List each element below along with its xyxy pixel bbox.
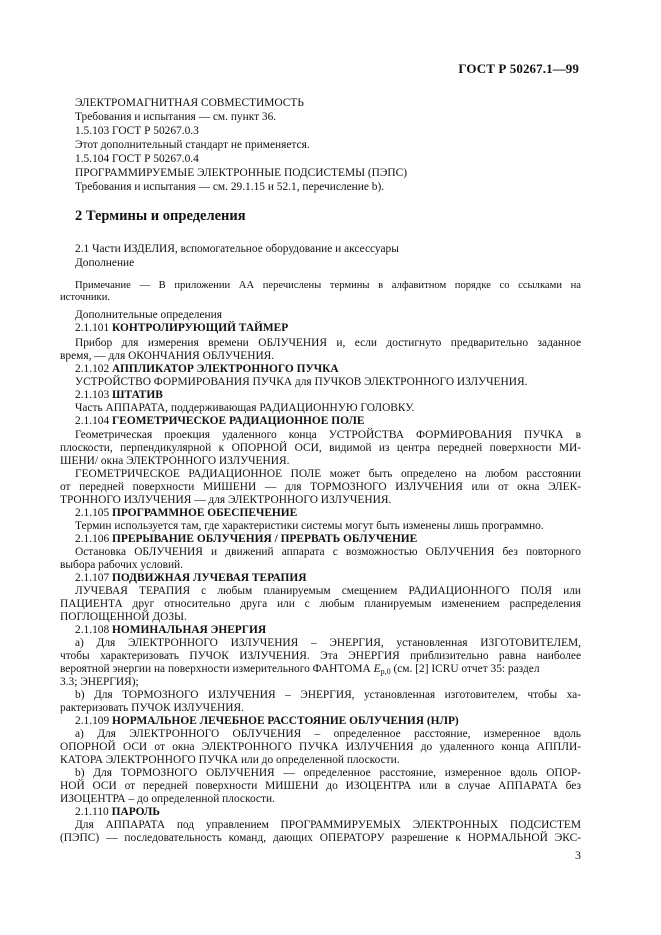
note-line-2: источники. — [60, 292, 111, 303]
def-101-line-1: Прибор для измерения времени ОБЛУЧЕНИЯ и, если достигнуто предварительно заданное — [75, 337, 581, 349]
def-108-b-line-2: рактеризовать ПУЧОК ИЗЛУЧЕНИЯ. — [60, 702, 244, 714]
def-108-b-line-1: b) Для ТОРМОЗНОГО ИЗЛУЧЕНИЯ – ЭНЕРГИЯ, установленная изготовителем, чтобы ха- — [75, 689, 581, 701]
def-107-line-3: ПОГЛОЩЕННОЙ ДОЗЫ. — [60, 611, 187, 623]
def-105-line-1: Термин используется там, где характеристики системы могут быть изменены лишь программно. — [75, 520, 544, 532]
def-103-line-1: Часть АППАРАТА, поддерживающая РАДИАЦИОННУЮ ГОЛОВКУ. — [75, 402, 415, 414]
line-pems-req: Требования и испытания — см. 29.1.15 и 52.1, перечисление b). — [75, 181, 385, 193]
term-2-1-108: 2.1.108 НОМИНАЛЬНАЯ ЭНЕРГИЯ — [75, 624, 267, 636]
page-number: 3 — [575, 848, 581, 862]
def-104-line-1: Геометрическая проекция удаленного конца УСТРОЙСТВА ФОРМИРОВАНИЯ ПУЧКА в — [75, 429, 581, 441]
line-1-5-103: 1.5.103 ГОСТ Р 50267.0.3 — [75, 125, 199, 137]
term-2-1-109: 2.1.109 НОРМАЛЬНОЕ ЛЕЧЕБНОЕ РАССТОЯНИЕ ОБЛУЧЕНИЯ (НЛР) — [75, 715, 459, 727]
line-pems: ПРОГРАММИРУЕМЫЕ ЭЛЕКТРОННЫЕ ПОДСИСТЕМЫ (ПЭПС) — [75, 167, 408, 179]
term-2-1-107: 2.1.107 ПОДВИЖНАЯ ЛУЧЕВАЯ ТЕРАПИЯ — [75, 572, 307, 584]
addition-label: Дополнение — [75, 257, 135, 269]
def-104-line-2: плоскости, перпендикулярной к ОПОРНОЙ ОСИ, видимой из центра передней поверхности МИ- — [60, 442, 581, 454]
def-109-b-line-2: НОЙ ОСИ от передней поверхности МИШЕНИ до ИЗОЦЕНТРА или в случае АППАРАТА без — [60, 780, 581, 792]
def-104-line-3: ШЕНИ/ окна ЭЛЕКТРОННОГО ИЗЛУЧЕНИЯ. — [60, 455, 290, 467]
def-101-line-2: время, — для ОКОНЧАНИЯ ОБЛУЧЕНИЯ. — [60, 350, 275, 362]
def-104-line-4: ГЕОМЕТРИЧЕСКОЕ РАДИАЦИОННОЕ ПОЛЕ может быть определено на любом расстоянии — [75, 468, 581, 480]
def-109-b-line-1: b) Для ТОРМОЗНОГО ОБЛУЧЕНИЯ — определенное расстояние, измеренное вдоль ОПОР- — [75, 767, 581, 779]
section-title: 2 Термины и определения — [75, 208, 246, 224]
extra-definitions: Дополнительные определения — [75, 309, 222, 321]
def-108-a-line-1: а) Для ЭЛЕКТРОННОГО ИЗЛУЧЕНИЯ – ЭНЕРГИЯ, установленная ИЗГОТОВИТЕЛЕМ, — [75, 637, 581, 649]
line-emc-req: Требования и испытания — см. пункт 36. — [75, 111, 277, 123]
def-108-a-line-4: 3.3; ЭНЕРГИЯ); — [60, 676, 139, 688]
line-emc: ЭЛЕКТРОМАГНИТНАЯ СОВМЕСТИМОСТЬ — [75, 97, 304, 109]
def-109-a-line-2: ОПОРНОЙ ОСИ от окна ЭЛЕКТРОННОГО ПУЧКА ИЗЛУЧЕНИЯ до удаленного конца АППЛИ- — [60, 741, 581, 753]
def-108-a-line-2: чтобы характеризовать ПУЧОК ИЗЛУЧЕНИЯ. Эта ЭНЕРГИЯ приблизительно равна наиболее — [60, 650, 581, 662]
line-1-5-104: 1.5.104 ГОСТ Р 50267.0.4 — [75, 153, 199, 165]
def-109-a-line-1: а) Для ЭЛЕКТРОННОГО ОБЛУЧЕНИЯ – определенное расстояние, измеренное вдоль — [75, 728, 581, 740]
def-106-line-2: выбора рабочих условий. — [60, 559, 183, 571]
def-109-a-line-3: КАТОРА ЭЛЕКТРОННОГО ПУЧКА или до определенной плоскости. — [60, 754, 400, 766]
line-not-applied: Этот дополнительный стандарт не применяется. — [75, 139, 310, 151]
note-line-1: Примечание — В приложении АА перечислены термины в алфавитном порядке со ссылками на — [75, 280, 581, 291]
term-2-1-101: 2.1.101 КОНТРОЛИРУЮЩИЙ ТАЙМЕР — [75, 322, 289, 334]
term-2-1-110: 2.1.110 ПАРОЛЬ — [75, 806, 160, 818]
term-2-1-104: 2.1.104 ГЕОМЕТРИЧЕСКОЕ РАДИАЦИОННОЕ ПОЛЕ — [75, 415, 365, 427]
document-code-header: ГОСТ Р 50267.1—99 — [458, 61, 579, 76]
clause-2-1: 2.1 Части ИЗДЕЛИЯ, вспомогательное оборудование и аксессуары — [75, 243, 399, 255]
def-104-line-5: от передней поверхности МИШЕНИ — для ТОРМОЗНОГО ИЗЛУЧЕНИЯ или от окна ЭЛЕК- — [60, 481, 581, 493]
def-104-line-6: ТРОННОГО ИЗЛУЧЕНИЯ — для ЭЛЕКТРОННОГО ИЗЛУЧЕНИЯ. — [60, 494, 392, 506]
def-110-line-1: Для АППАРАТА под управлением ПРОГРАММИРУЕМЫХ ЭЛЕКТРОННЫХ ПОДСИСТЕМ — [75, 819, 581, 831]
def-110-line-2: (ПЭПС) — последовательность команд, дающих ОПЕРАТОРУ разрешение к НОРМАЛЬНОЙ ЭКС- — [60, 832, 581, 844]
def-107-line-1: ЛУЧЕВАЯ ТЕРАПИЯ с любым планируемым смещением РАДИАЦИОННОГО ПОЛЯ или — [75, 585, 581, 597]
term-2-1-102: 2.1.102 АППЛИКАТОР ЭЛЕКТРОННОГО ПУЧКА — [75, 363, 339, 375]
term-2-1-105: 2.1.105 ПРОГРАММНОЕ ОБЕСПЕЧЕНИЕ — [75, 507, 298, 519]
term-2-1-106: 2.1.106 ПРЕРЫВАНИЕ ОБЛУЧЕНИЯ / ПРЕРВАТЬ ОБЛУЧЕНИЕ — [75, 533, 418, 545]
def-102-line-1: УСТРОЙСТВО ФОРМИРОВАНИЯ ПУЧКА для ПУЧКОВ ЭЛЕКТРОННОГО ИЗЛУЧЕНИЯ. — [75, 376, 528, 388]
def-109-b-line-3: ИЗОЦЕНТРА – до определенной плоскости. — [60, 793, 275, 805]
def-107-line-2: ПАЦИЕНТА друг относительно друга или с любым планируемым изменением распределения — [60, 598, 581, 610]
def-106-line-1: Остановка ОБЛУЧЕНИЯ и движений аппарата с возможностью ОБЛУЧЕНИЯ без повторного — [75, 546, 581, 558]
def-108-a-line-3: вероятной энергии на поверхности измерительного ФАНТОМА $E_{p,0}$ (см. [2] ICRU отчет 35: раздел — [60, 663, 540, 676]
term-2-1-103: 2.1.103 ШТАТИВ — [75, 389, 163, 401]
